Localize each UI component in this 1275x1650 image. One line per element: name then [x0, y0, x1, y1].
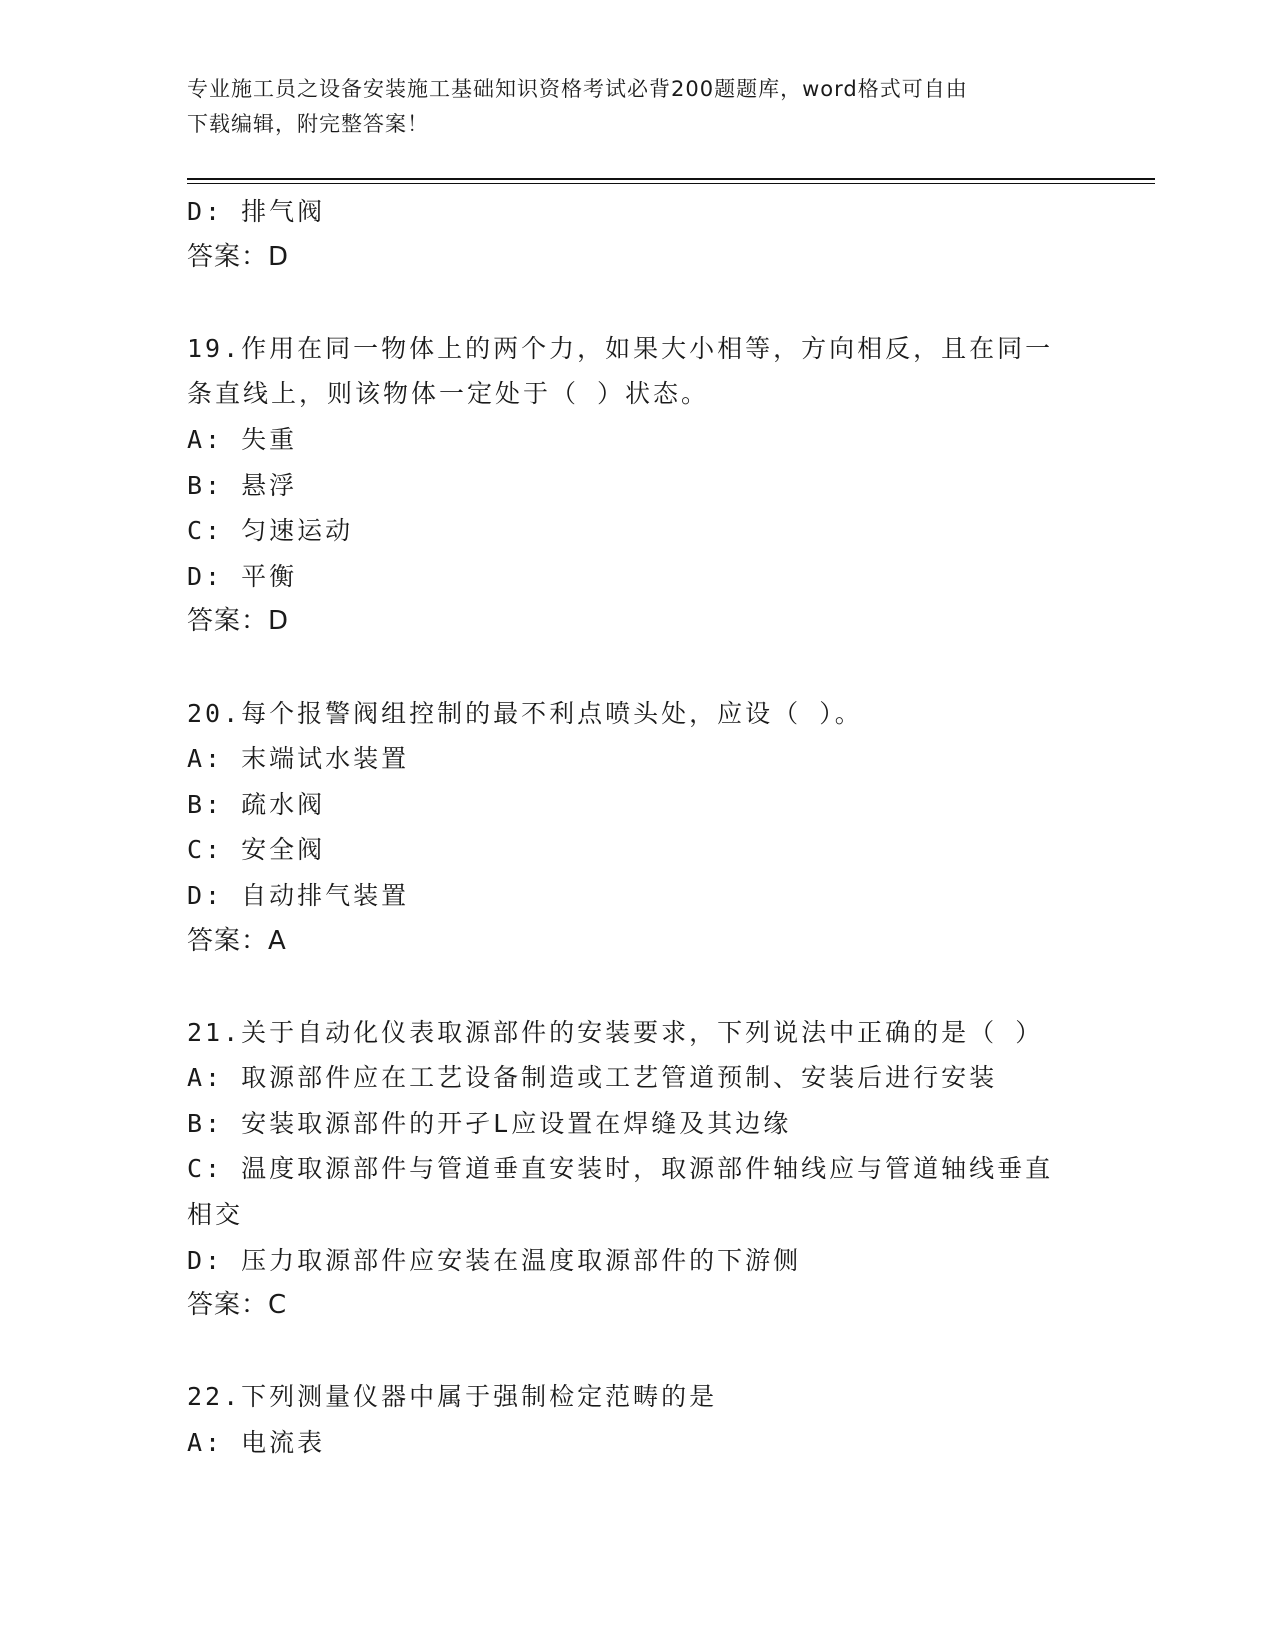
q20-option-d: D: 自动排气装置: [187, 880, 410, 910]
document-header: [187, 72, 1087, 142]
question-list: [187, 189, 1087, 1466]
q20-option-a: A: 末端试水装置: [187, 744, 410, 774]
q21-option-b: B: 安装取源部件的开孑L应设置在焊缝及其边缘: [187, 1108, 792, 1138]
header-title-line-2: 下载编辑，附完整答案！: [187, 112, 429, 136]
q18-option-d: D: 排气阀: [187, 197, 326, 226]
header-divider-thin: [187, 183, 1155, 184]
spacer: [187, 1329, 1087, 1375]
q21-option-d: D: 压力取源部件应安装在温度取源部件的下游侧: [187, 1245, 802, 1275]
q21-answer: 答案：C: [187, 1290, 288, 1321]
spacer: [187, 280, 1087, 326]
q19-answer: 答案：D: [187, 606, 290, 637]
spacer: [187, 964, 1087, 1010]
q21-option-c: C: 温度取源部件与管道垂直安装时，取源部件轴线应与管道轴线垂直: [187, 1154, 1054, 1184]
q21-stem: 21.关于自动化仪表取源部件的安装要求，下列说法中正确的是（ ）: [187, 1017, 1044, 1047]
q20-stem: 20.每个报警阀组控制的最不利点喷头处，应设（ ）。: [187, 698, 863, 728]
q19-option-c: C: 匀速运动: [187, 516, 354, 546]
q19-option-a: A: 失重: [187, 424, 298, 454]
q19-option-b: B: 悬浮: [187, 470, 298, 500]
q19-option-d: D: 平衡: [187, 561, 298, 591]
q20-option-c: C: 安全阀: [187, 835, 326, 865]
spacer: [187, 645, 1087, 691]
q21-option-c-continued: 相交: [187, 1200, 244, 1230]
q22-option-a: A: 电流表: [187, 1428, 326, 1458]
q20-answer: 答案：A: [187, 925, 287, 956]
q18-answer: 答案：D: [187, 241, 290, 272]
q19-stem-line-1: 19.作用在同一物体上的两个力，如果大小相等，方向相反，且在同一: [187, 333, 1054, 363]
q22-stem: 22.下列测量仪器中属于强制检定范畴的是: [187, 1382, 718, 1412]
q19-stem-line-2: 条直线上，则该物体一定处于（ ）状态。: [187, 379, 710, 409]
header-title-line-1: 专业施工员之设备安装施工基础知识资格考试必背200题题库，word格式可自由: [187, 77, 968, 101]
q20-option-b: B: 疏水阀: [187, 789, 326, 819]
q21-option-a: A: 取源部件应在工艺设备制造或工艺管道预制、安装后进行安装: [187, 1063, 998, 1093]
header-divider-thick: [187, 178, 1155, 180]
